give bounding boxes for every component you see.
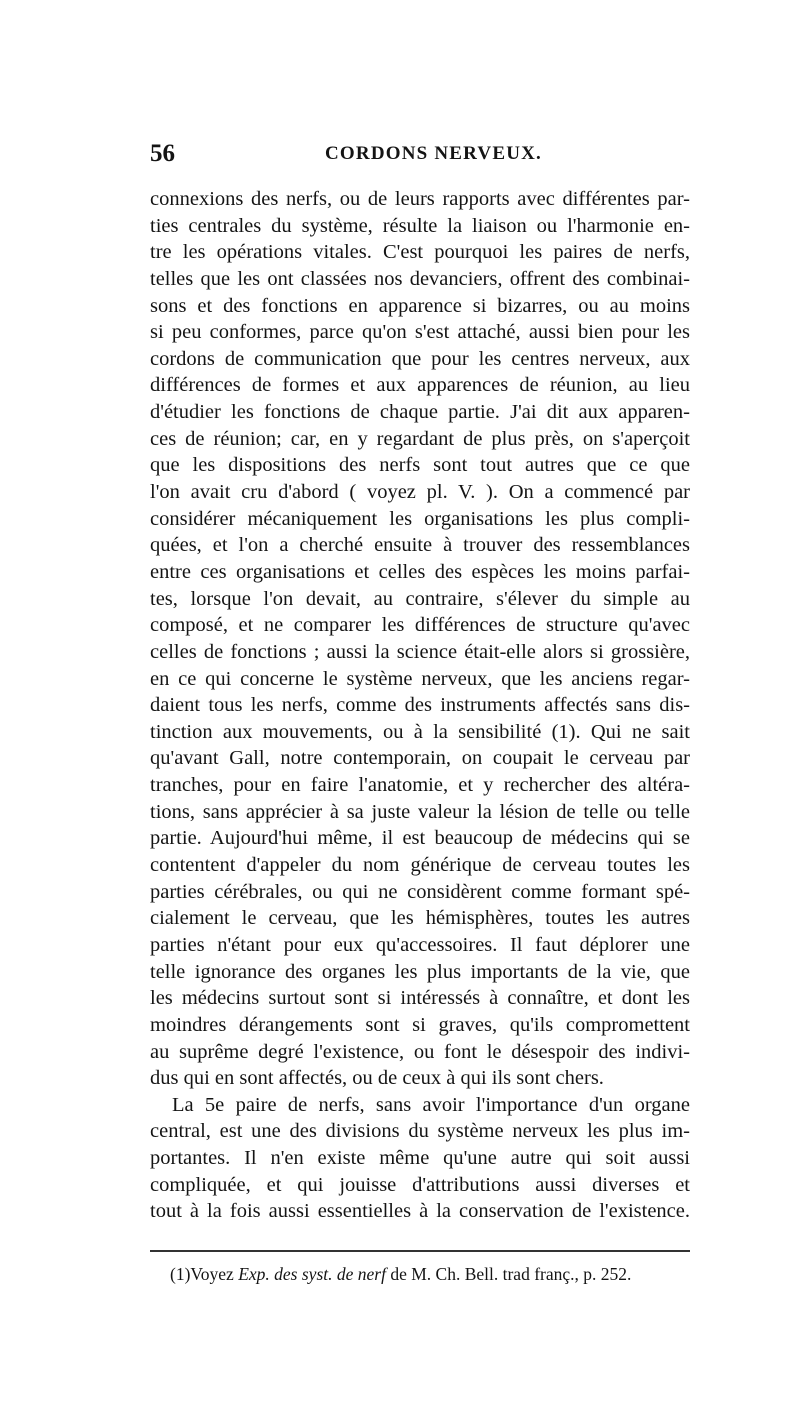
text-line: compliquée, et qui jouisse d'attributions aussi diverses et xyxy=(150,1173,690,1196)
text-line: ties centrales du système, résulte la liaison ou l'harmonie en- xyxy=(150,214,690,237)
text-line: l'on avait cru d'abord ( voyez pl. V. ). On a commencé par xyxy=(150,481,690,504)
text-line: qu'avant Gall, notre contemporain, on coupait le cerveau par xyxy=(150,747,690,770)
text-line: cialement le cerveau, que les hémisphères, toutes les autres xyxy=(150,907,690,930)
text-line: dus qui en sont affectés, ou de ceux à qui ils sont chers. xyxy=(150,1067,604,1090)
text-line: que les dispositions des nerfs sont tout autres que ce que xyxy=(150,454,690,477)
text-line: d'étudier les fonctions de chaque partie. J'ai dit aux apparen- xyxy=(150,401,690,424)
page-number: 56 xyxy=(150,140,175,167)
text-line: tes, lorsque l'on devait, au contraire, s'élever du simple au xyxy=(150,587,690,610)
text-line: considérer mécaniquement les organisations les plus compli- xyxy=(150,507,690,530)
text-line: tout à la fois aussi essentielles à la conservation de l'existence. xyxy=(150,1200,690,1223)
text-line: tre les opérations vitales. C'est pourquoi les paires de nerfs, xyxy=(150,241,690,264)
text-line: daient tous les nerfs, comme des instruments affectés sans dis- xyxy=(150,694,690,717)
text-line: partie. Aujourd'hui même, il est beaucoup de médecins qui se xyxy=(150,827,690,850)
text-line: contentent d'appeler du nom générique de cerveau toutes les xyxy=(150,854,690,877)
text-line: en ce qui concerne le système nerveux, que les anciens regar- xyxy=(150,667,690,690)
text-line: parties cérébrales, ou qui ne considèrent comme formant spé- xyxy=(150,880,690,903)
text-line: telles que les ont classées nos devanciers, offrent des combinai- xyxy=(150,267,690,290)
text-line: central, est une des divisions du système nerveux les plus im- xyxy=(150,1120,690,1143)
text-line: les médecins surtout sont si intéressés à connaître, et dont les xyxy=(150,987,690,1010)
text-line: La 5e paire de nerfs, sans avoir l'importance d'un organe xyxy=(172,1093,690,1116)
text-line: ces de réunion; car, en y regardant de plus près, on s'aperçoit xyxy=(150,427,690,450)
text-line: celles de fonctions ; aussi la science était-elle alors si grossière, xyxy=(150,640,690,663)
footnote-divider xyxy=(150,1250,690,1252)
text-line: entre ces organisations et celles des espèces les moins parfai- xyxy=(150,560,690,583)
footnote-title: Exp. des syst. de nerf xyxy=(238,1264,386,1284)
footnote xyxy=(170,1262,690,1286)
footnote-marker: (1) xyxy=(170,1264,191,1284)
text-line: tinction aux mouvements, ou à la sensibilité (1). Qui ne sait xyxy=(150,720,690,743)
text-line: composé, et ne comparer les différences de structure qu'avec xyxy=(150,614,690,637)
footnote-voyez: Voyez xyxy=(190,1264,234,1284)
text-line: tranches, pour en faire l'anatomie, et y rechercher des altéra- xyxy=(150,774,690,797)
running-head: CORDONS NERVEUX. xyxy=(325,143,542,164)
text-line: portantes. Il n'en existe même qu'une autre qui soit aussi xyxy=(150,1147,690,1170)
text-line: telle ignorance des organes les plus importants de la vie, que xyxy=(150,960,690,983)
text-line: quées, et l'on a cherché ensuite à trouver des ressemblances xyxy=(150,534,690,557)
body-text xyxy=(150,186,690,1225)
text-line: parties n'étant pour eux qu'accessoires. Il faut déplorer une xyxy=(150,933,690,956)
text-line: moindres dérangements sont si graves, qu'ils compromettent xyxy=(150,1013,690,1036)
text-line: sons et des fonctions en apparence si bizarres, ou au moins xyxy=(150,294,690,317)
text-line: cordons de communication que pour les centres nerveux, aux xyxy=(150,347,690,370)
footnote-reference: de M. Ch. Bell. trad franç., p. 252. xyxy=(390,1264,632,1284)
text-line: au suprême degré l'existence, ou font le désespoir des indivi- xyxy=(150,1040,690,1063)
text-line: connexions des nerfs, ou de leurs rapports avec différentes par- xyxy=(150,188,690,210)
page-header xyxy=(150,140,690,174)
text-line: différences de formes et aux apparences de réunion, au lieu xyxy=(150,374,690,397)
text-line: si peu conformes, parce qu'on s'est attaché, aussi bien pour les xyxy=(150,321,690,344)
text-line: tions, sans apprécier à sa juste valeur la lésion de telle ou telle xyxy=(150,800,690,823)
